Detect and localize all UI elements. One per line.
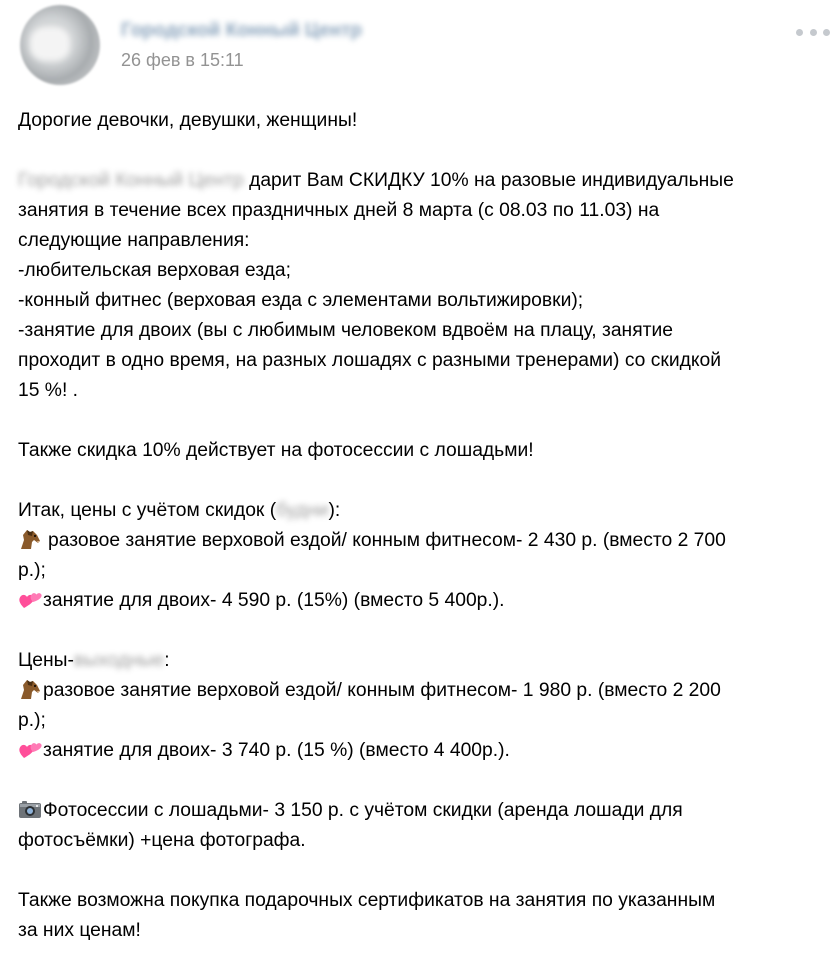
post-line: -конный фитнес (верховая езда с элементами вольтижировки);	[18, 290, 584, 311]
post-line	[18, 646, 833, 676]
line-gap	[18, 136, 833, 166]
post-line	[18, 166, 833, 196]
horse-icon	[18, 528, 42, 550]
horse-icon	[18, 678, 42, 700]
post-line: -любительская верховая езда;	[18, 260, 291, 281]
post-line: следующие направления:	[18, 230, 250, 251]
post-line-text: :	[164, 650, 170, 671]
post-line-text: Цены-	[18, 650, 74, 671]
two-hearts-icon	[18, 588, 42, 610]
post-line	[18, 526, 833, 556]
line-gap	[18, 856, 833, 886]
line-gap	[18, 466, 833, 496]
dot	[796, 29, 803, 36]
post-line: р.);	[18, 560, 46, 581]
post-date[interactable]: 26 фев в 15:11	[121, 50, 244, 70]
blurred-word: выходные	[73, 650, 165, 671]
post-line: Также возможна покупка подарочных сертификатов на занятия по указанным	[18, 890, 716, 911]
post-line-text: ):	[328, 500, 341, 521]
post-line-text: занятие для двоих- 4 590 р. (15%) (вместо 5 400р.).	[43, 590, 505, 611]
post-line	[18, 586, 833, 616]
post-line-text: Фотосессии с лошадьми- 3 150 р. с учётом скидки (аренда лошади для	[43, 800, 683, 821]
post-line: 15 %! .	[18, 380, 79, 401]
post-line: за них ценам!	[18, 920, 141, 941]
blurred-word: будни	[276, 500, 329, 521]
blurred-club-name: Городской Конный Центр	[18, 170, 244, 191]
author-avatar[interactable]	[20, 5, 100, 85]
post-header	[0, 0, 839, 90]
post-line: -занятие для двоих (вы с любимым человеком вдвоём на плацу, занятие	[18, 320, 673, 341]
post-line: фотосъёмки) +цена фотографа.	[18, 830, 306, 851]
post-line-text: разовое занятие верховой ездой/ конным фитнесом- 1 980 р. (вместо 2 200	[43, 680, 721, 701]
post-line	[18, 496, 833, 526]
two-hearts-icon	[18, 738, 42, 760]
line-gap	[18, 406, 833, 436]
post-line	[18, 736, 833, 766]
post-line-text: разовое занятие верховой ездой/ конным фитнесом- 2 430 р. (вместо 2 700	[48, 530, 726, 551]
dot	[810, 29, 817, 36]
post-line: занятия в течение всех праздничных дней 8 марта (с 08.03 по 11.03) на	[18, 200, 660, 221]
post-line	[18, 676, 833, 706]
post-line: р.);	[18, 710, 46, 731]
post-line-text: дарит Вам СКИДКУ 10% на разовые индивидуальные	[243, 170, 734, 191]
more-dots-icon[interactable]	[796, 24, 830, 40]
line-gap	[18, 616, 833, 646]
post-line: Также скидка 10% действует на фотосессии с лошадьми!	[18, 440, 534, 461]
author-name[interactable]: Городской Конный Центр	[121, 20, 362, 41]
post-text	[18, 106, 833, 946]
post-line: проходит в одно время, на разных лошадях с разными тренерами) со скидкой	[18, 350, 721, 371]
post-line-text: занятие для двоих- 3 740 р. (15 %) (вместо 4 400р.).	[43, 740, 510, 761]
post-line	[18, 796, 833, 826]
camera-icon	[18, 798, 42, 820]
line-gap	[18, 766, 833, 796]
dot	[823, 29, 830, 36]
post-line: Дорогие девочки, девушки, женщины!	[18, 110, 358, 131]
post-line-text: Итак, цены с учётом скидок (	[18, 500, 277, 521]
